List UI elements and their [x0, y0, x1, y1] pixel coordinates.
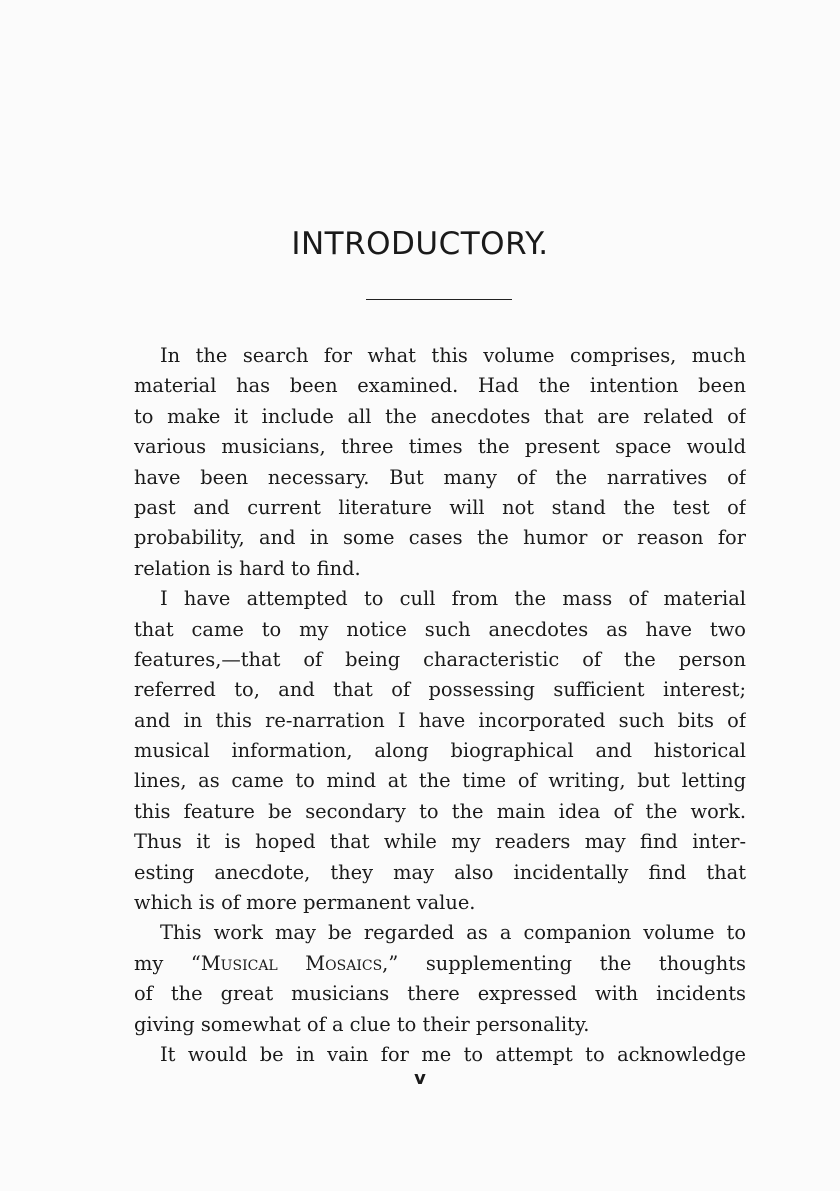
book-title: Musical Mosaics: [200, 951, 383, 975]
text-line: referred to, and that of possessing sufficient interest;: [134, 678, 746, 702]
text-line: probability, and in some cases the humor or reason for: [134, 526, 746, 550]
text-line: past and current literature will not stand the test of: [134, 495, 746, 519]
text-line: features,—that of being characteristic of the person: [134, 647, 746, 671]
text-line: and in this re-narration I have incorporated such bits of: [134, 708, 746, 732]
page-number: v: [414, 1068, 426, 1089]
text-line: that came to my notice such anecdotes as have two: [134, 617, 746, 641]
text-line: lines, as came to mind at the time of writing, but letting: [134, 769, 746, 793]
text-line: esting anecdote, they may also incidentally find that: [134, 860, 746, 884]
text-line: this feature be secondary to the main idea of the work.: [134, 799, 746, 823]
page-title: INTRODUCTORY.: [291, 226, 549, 262]
text-line: I have attempted to cull from the mass of material: [160, 587, 746, 611]
text-line: various musicians, three times the present space would: [134, 435, 746, 459]
text-line: relation is hard to find.: [134, 556, 361, 580]
text-fragment: ,” supplementing the thoughts: [382, 951, 746, 975]
text-line: It would be in vain for me to attempt to acknowledge: [160, 1042, 746, 1066]
text-line: giving somewhat of a clue to their personality.: [134, 1012, 590, 1036]
title-rule: [366, 299, 512, 300]
text-fragment: my “: [134, 951, 201, 975]
text-line: material has been examined. Had the intention been: [134, 374, 746, 398]
text-line: musical information, along biographical and historical: [134, 739, 746, 763]
text-line: which is of more permanent value.: [134, 891, 476, 915]
body-text: [134, 341, 746, 1070]
text-line: This work may be regarded as a companion volume to: [160, 921, 746, 945]
text-line: Thus it is hoped that while my readers may find inter-: [134, 830, 746, 854]
text-line: have been necessary. But many of the narratives of: [134, 465, 746, 489]
text-line: In the search for what this volume comprises, much: [160, 344, 746, 367]
text-line: [134, 949, 746, 979]
text-line: of the great musicians there expressed with incidents: [134, 982, 746, 1006]
text-line: to make it include all the anecdotes that are related of: [134, 404, 746, 428]
